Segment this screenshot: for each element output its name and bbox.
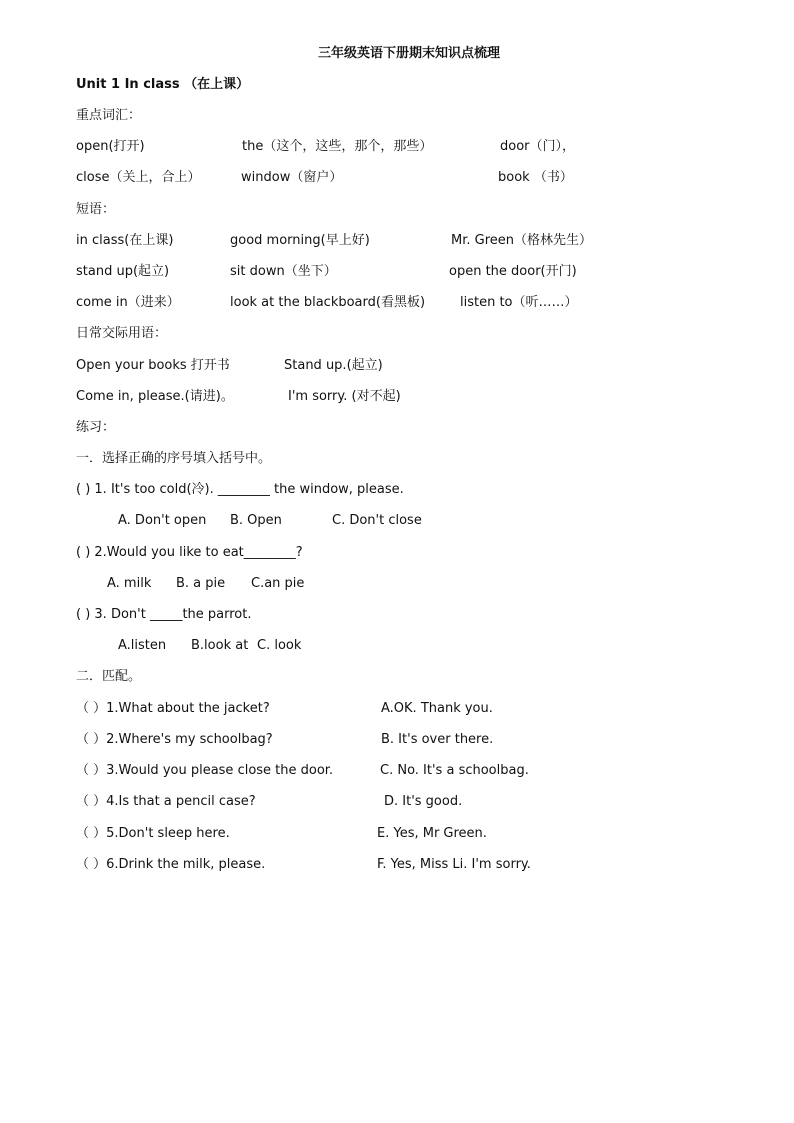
match-answer: C. No. It's a schoolbag. xyxy=(380,763,529,778)
daily-item: Stand up.(起立) xyxy=(284,358,383,373)
phrase-item: stand up(起立) xyxy=(76,264,170,279)
match-question: （ ）3.Would you please close the door. xyxy=(76,763,334,778)
question: ( ) 2.Would you like to eat________? xyxy=(76,545,303,560)
daily-item: Come in, please.(请进)。 xyxy=(76,389,234,404)
option: B. a pie xyxy=(176,576,226,591)
option: C. look xyxy=(257,638,302,653)
match-question: （ ）6.Drink the milk, please. xyxy=(76,857,266,872)
page-title: 三年级英语下册期末知识点梳理 xyxy=(318,46,501,61)
phrase-item: in class(在上课) xyxy=(76,233,174,248)
phrase-item: open the door(开门) xyxy=(449,264,577,279)
option: A. milk xyxy=(107,576,152,591)
question: ( ) 1. It's too cold(冷). ________ the window, please. xyxy=(76,482,404,497)
phrase-item: listen to（听……） xyxy=(460,295,578,310)
phrase-item: sit down（坐下） xyxy=(230,264,337,279)
unit-heading: Unit 1 In class （在上课） xyxy=(76,77,250,92)
phrase-item: good morning(早上好) xyxy=(230,233,370,248)
vocab-item: open(打开) xyxy=(76,139,145,154)
option: A. Don't open xyxy=(118,513,207,528)
vocab-item: book （书） xyxy=(498,170,573,185)
option: B.look at xyxy=(191,638,249,653)
match-answer: E. Yes, Mr Green. xyxy=(377,826,487,841)
match-question: （ ）4.Is that a pencil case? xyxy=(76,794,256,809)
phrase-item: come in（进来） xyxy=(76,295,180,310)
daily-item: I'm sorry. (对不起) xyxy=(288,389,401,404)
option: B. Open xyxy=(230,513,282,528)
vocab-item: window（窗户） xyxy=(241,170,343,185)
vocab-heading: 重点词汇： xyxy=(76,108,142,123)
option: A.listen xyxy=(118,638,167,653)
option: C.an pie xyxy=(251,576,305,591)
match-question: （ ）2.Where's my schoolbag? xyxy=(76,732,273,747)
option: C. Don't close xyxy=(332,513,422,528)
vocab-item: the（这个，这些，那个，那些） xyxy=(242,139,433,154)
vocab-item: door（门）， xyxy=(500,139,576,154)
daily-item: Open your books 打开书 xyxy=(76,358,230,373)
match-answer: D. It's good. xyxy=(384,794,463,809)
practice-heading: 练习： xyxy=(76,420,116,435)
match-answer: A.OK. Thank you. xyxy=(381,701,493,716)
phrase-heading: 短语： xyxy=(76,202,116,217)
question: ( ) 3. Don't _____the parrot. xyxy=(76,607,252,622)
section2-heading: 二．匹配。 xyxy=(76,669,142,684)
match-answer: B. It's over there. xyxy=(381,732,494,747)
daily-heading: 日常交际用语： xyxy=(76,326,168,341)
vocab-item: close（关上，合上） xyxy=(76,170,201,185)
section1-heading: 一．选择正确的序号填入括号中。 xyxy=(76,451,272,466)
match-question: （ ）1.What about the jacket? xyxy=(76,701,270,716)
phrase-item: look at the blackboard(看黑板) xyxy=(230,295,426,310)
match-question: （ ）5.Don't sleep here. xyxy=(76,826,230,841)
phrase-item: Mr. Green（格林先生） xyxy=(451,233,593,248)
match-answer: F. Yes, Miss Li. I'm sorry. xyxy=(377,857,531,872)
